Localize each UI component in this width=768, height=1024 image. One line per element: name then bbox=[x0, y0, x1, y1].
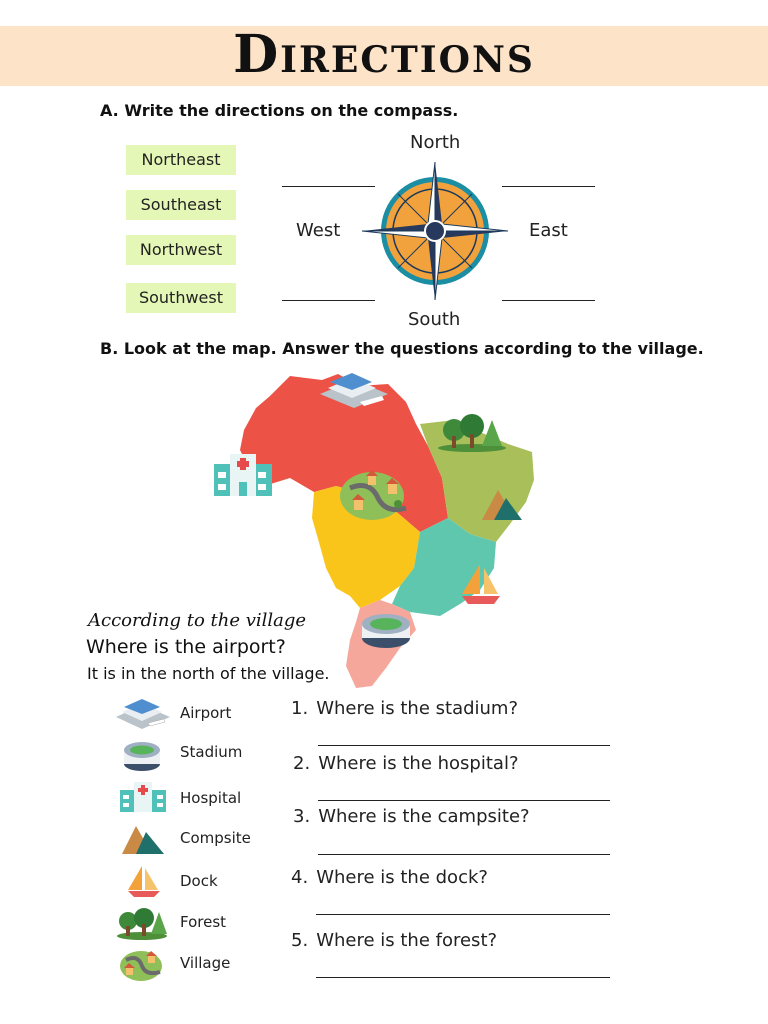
question-1 bbox=[291, 698, 518, 719]
question-text: Where is the forest? bbox=[316, 930, 498, 951]
village-icon bbox=[118, 946, 164, 982]
question-4 bbox=[291, 867, 488, 888]
southeast-blank[interactable] bbox=[502, 300, 595, 301]
compass-north-label: North bbox=[410, 132, 461, 153]
campsite-icon bbox=[122, 824, 166, 856]
example-answer: It is in the north of the village. bbox=[87, 664, 330, 683]
compass-west-label: West bbox=[296, 220, 341, 241]
dock-icon bbox=[126, 864, 162, 898]
airport-icon bbox=[114, 697, 172, 731]
page-title: Directions bbox=[233, 24, 535, 85]
question-text: Where is the campsite? bbox=[318, 806, 530, 827]
answer-line-2[interactable] bbox=[318, 800, 610, 801]
word-bank-chip: Southeast bbox=[126, 190, 236, 220]
question-text: Where is the stadium? bbox=[316, 698, 519, 719]
question-number: 2. bbox=[293, 753, 311, 774]
answer-line-4[interactable] bbox=[316, 914, 610, 915]
word-bank-chip: Northeast bbox=[126, 145, 236, 175]
legend-label: Forest bbox=[180, 913, 227, 931]
legend-label: Airport bbox=[180, 704, 232, 722]
answer-line-1[interactable] bbox=[318, 745, 610, 746]
question-number: 3. bbox=[293, 806, 311, 827]
northeast-blank[interactable] bbox=[502, 186, 595, 187]
compass-south-label: South bbox=[408, 309, 461, 330]
according-to-village-label: According to the village bbox=[88, 610, 307, 631]
section-a-heading: A. Write the directions on the compass. bbox=[100, 101, 459, 120]
example-question: Where is the airport? bbox=[86, 636, 286, 658]
question-number: 4. bbox=[291, 867, 309, 888]
question-3 bbox=[293, 806, 530, 827]
compass-rose-icon bbox=[360, 160, 510, 302]
question-2 bbox=[293, 753, 519, 774]
section-b-heading: B. Look at the map. Answer the questions according to the village. bbox=[100, 339, 704, 358]
question-number: 5. bbox=[291, 930, 309, 951]
question-text: Where is the hospital? bbox=[318, 753, 519, 774]
stadium-icon bbox=[362, 614, 410, 648]
compass-east-label: East bbox=[529, 220, 568, 241]
forest-icon bbox=[438, 414, 506, 452]
word-bank-chip: Northwest bbox=[126, 235, 236, 265]
answer-line-5[interactable] bbox=[316, 977, 610, 978]
hospital-icon bbox=[120, 780, 166, 812]
word-bank-chip: Southwest bbox=[126, 283, 236, 313]
legend-label: Stadium bbox=[180, 743, 243, 761]
legend-label: Hospital bbox=[180, 789, 242, 807]
answer-line-3[interactable] bbox=[318, 854, 610, 855]
legend-label: Village bbox=[180, 954, 231, 972]
question-5 bbox=[291, 930, 497, 951]
legend-label: Compsite bbox=[180, 829, 251, 847]
forest-icon bbox=[116, 906, 168, 940]
stadium-icon bbox=[122, 738, 162, 772]
question-text: Where is the dock? bbox=[316, 867, 488, 888]
question-number: 1. bbox=[291, 698, 309, 719]
legend-label: Dock bbox=[180, 872, 218, 890]
